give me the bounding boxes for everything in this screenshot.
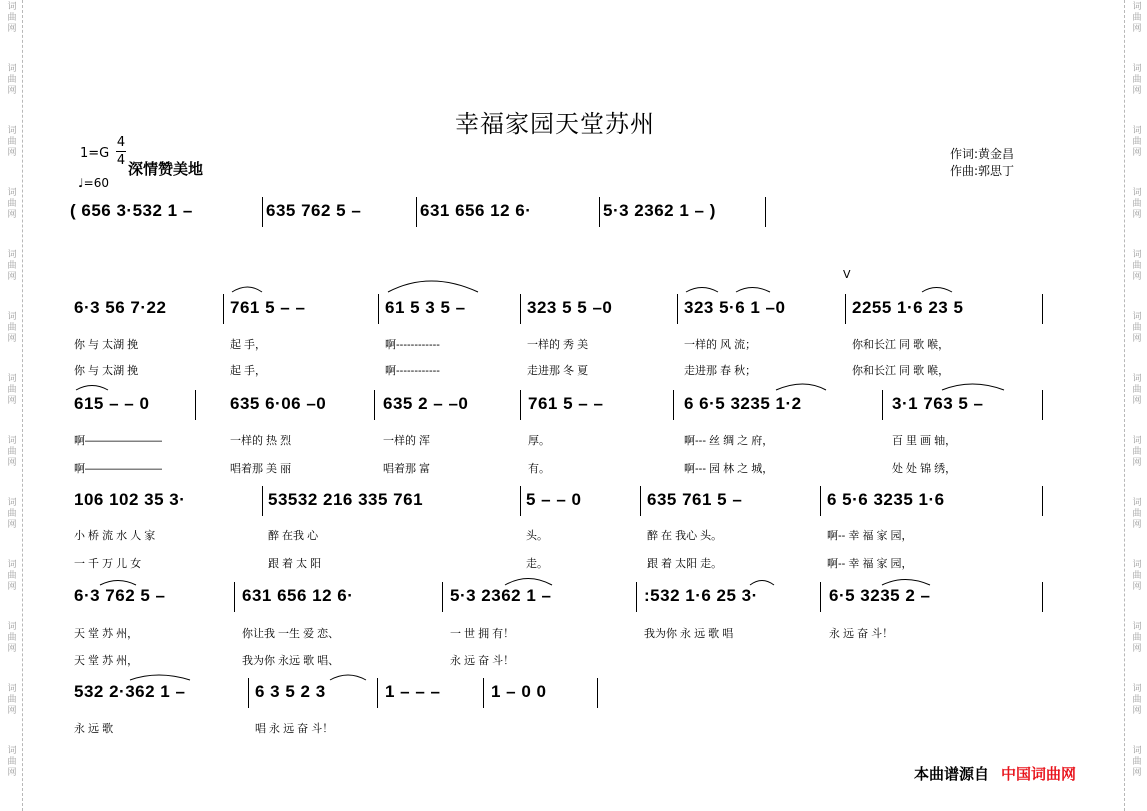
measure-notes: 5 – – 0 xyxy=(526,490,582,509)
lyric-segment: 唱着那 美 丽 xyxy=(230,463,292,475)
watermark-text: 词 曲 网 xyxy=(1132,188,1142,220)
bar-line xyxy=(845,294,846,324)
measure-notes: 6·3 56 7·22 xyxy=(74,298,167,317)
measure-notes: 635 762 5 – xyxy=(266,201,362,220)
watermark-text: 词 曲 网 xyxy=(7,436,17,468)
lyric-segment: 啊--- 园 林 之 城， xyxy=(684,463,774,475)
watermark-text: 词 曲 网 xyxy=(1132,746,1142,778)
bar-line xyxy=(234,582,235,612)
measure-notes: ( 656 3·532 1 – xyxy=(70,201,193,220)
bar-line xyxy=(882,390,883,420)
slur xyxy=(232,287,262,292)
slur xyxy=(922,288,952,293)
lyric-segment: 一 世 拥 有！ xyxy=(450,628,515,640)
lyric-segment: 唱 永 远 奋 斗！ xyxy=(255,723,334,735)
time-numerator: 4 xyxy=(116,135,126,150)
bar-line xyxy=(520,390,521,420)
lyric-segment: 你 与 太湖 挽 xyxy=(74,365,139,377)
bar-line xyxy=(483,678,484,708)
measure-notes: 106 102 35 3· xyxy=(74,490,186,509)
bar-line xyxy=(677,294,678,324)
measure-notes: 5·3 2362 1 – xyxy=(450,586,552,605)
lyric-segment: 啊------------ xyxy=(385,339,440,351)
bar-line xyxy=(416,197,417,227)
lyric-segment: 一样的 浑 xyxy=(383,435,431,447)
lyric-segment: 啊-- 幸 福 家 园， xyxy=(827,530,913,542)
lyric-segment: 走进那 冬 夏 xyxy=(527,365,589,377)
bar-line xyxy=(377,678,378,708)
measure-notes: 6 6·5 3235 1·2 xyxy=(684,394,802,413)
lyric-segment: 唱着那 富 xyxy=(383,463,431,475)
lyric-segment: 一样的 热 烈 xyxy=(230,435,292,447)
bar-line xyxy=(640,486,641,516)
bar-line xyxy=(195,390,196,420)
lyric-segment: 一样的 秀 美 xyxy=(527,339,589,351)
measure-notes: 1 – 0 0 xyxy=(491,682,547,701)
bar-line xyxy=(599,197,600,227)
slur xyxy=(736,288,770,293)
source-label: 本曲谱源自 xyxy=(914,765,990,783)
measure-notes: 761 5 – – xyxy=(528,394,604,413)
bar-line xyxy=(1042,390,1043,420)
lyric-segment: 走进那 春 秋； xyxy=(684,365,757,377)
right-margin-line xyxy=(1124,0,1125,811)
time-signature xyxy=(116,134,126,169)
measure-notes: 2255 1·6 23 5 xyxy=(852,298,964,317)
song-title: 幸福家园天堂苏州 xyxy=(455,110,655,138)
lyric-segment: 小 桥 流 水 人 家 xyxy=(74,530,156,542)
measure-notes: 635 2 – –0 xyxy=(383,394,469,413)
time-denominator: 4 xyxy=(116,153,126,168)
watermark-text: 词 曲 网 xyxy=(7,560,17,592)
lyric-segment: 一样的 风 流； xyxy=(684,339,757,351)
lyric-segment: 啊------------ xyxy=(385,365,440,377)
lyric-segment: 啊--- 丝 绸 之 府， xyxy=(684,435,774,447)
bar-line xyxy=(1042,486,1043,516)
bar-line xyxy=(378,294,379,324)
measure-notes: 3·1 763 5 – xyxy=(892,394,984,413)
bar-line xyxy=(223,294,224,324)
bar-line xyxy=(820,486,821,516)
breath-mark: V xyxy=(843,268,851,281)
lyric-segment: 你和长江 同 歌 喉， xyxy=(852,365,950,377)
measure-notes: 631 656 12 6· xyxy=(420,201,532,220)
slur xyxy=(750,581,774,586)
slur xyxy=(388,281,478,292)
watermark-text: 词 曲 网 xyxy=(1132,250,1142,282)
watermark-text: 词 曲 网 xyxy=(7,2,17,34)
bar-line xyxy=(520,294,521,324)
bar-line xyxy=(262,486,263,516)
measure-notes: 5·3 2362 1 – ) xyxy=(603,201,716,220)
lyric-segment: 跟 着 太 阳 xyxy=(268,558,322,570)
lyric-segment: 你 与 太湖 挽 xyxy=(74,339,139,351)
tempo-mark: ♩=60 xyxy=(78,176,109,190)
measure-notes: 761 5 – – xyxy=(230,298,306,317)
measure-notes: 6·3 762 5 – xyxy=(74,586,166,605)
lyric-segment: 有。 xyxy=(528,463,550,475)
measure-notes: 53532 216 335 761 xyxy=(268,490,424,509)
key-signature: 1=G xyxy=(80,146,110,161)
bar-line xyxy=(765,197,766,227)
watermark-text: 词 曲 网 xyxy=(7,622,17,654)
watermark-text: 词 曲 网 xyxy=(7,746,17,778)
source-credit xyxy=(914,763,1076,784)
watermark-text: 词 曲 网 xyxy=(7,498,17,530)
expression-mark: 深情赞美地 xyxy=(128,160,204,178)
measure-notes: 631 656 12 6· xyxy=(242,586,354,605)
measure-notes: 615 – – 0 xyxy=(74,394,150,413)
measure-notes: :532 1·6 25 3· xyxy=(644,586,758,605)
slur xyxy=(505,579,552,586)
watermark-text: 词 曲 网 xyxy=(7,312,17,344)
watermark-text: 词 曲 网 xyxy=(1132,684,1142,716)
measure-notes: 6·5 3235 2 – xyxy=(829,586,931,605)
lyric-segment: 永 远 奋 斗！ xyxy=(450,655,515,667)
slur xyxy=(686,288,718,293)
watermark-text: 词 曲 网 xyxy=(1132,498,1142,530)
watermark-text: 词 曲 网 xyxy=(1132,622,1142,654)
watermark-text: 词 曲 网 xyxy=(1132,2,1142,34)
watermark-text: 词 曲 网 xyxy=(7,64,17,96)
lyric-segment: 天 堂 苏 州， xyxy=(74,628,139,640)
lyric-segment: 醉 在 我心 头。 xyxy=(647,530,723,542)
bar-line xyxy=(597,678,598,708)
watermark-text: 词 曲 网 xyxy=(1132,312,1142,344)
measure-notes: 635 6·06 –0 xyxy=(230,394,327,413)
lyric-segment: 啊-- 幸 福 家 园， xyxy=(827,558,913,570)
bar-line xyxy=(520,486,521,516)
bar-line xyxy=(374,390,375,420)
watermark-text: 词 曲 网 xyxy=(7,374,17,406)
lyric-segment: 百 里 画 轴， xyxy=(892,435,957,447)
bar-line xyxy=(248,678,249,708)
lyric-segment: 起 手， xyxy=(230,339,267,351)
lyric-segment: 天 堂 苏 州， xyxy=(74,655,139,667)
measure-notes: 1 – – – xyxy=(385,682,441,701)
lyric-segment: 醉 在我 心 xyxy=(268,530,319,542)
bar-line xyxy=(636,582,637,612)
measure-notes: 6 5·6 3235 1·6 xyxy=(827,490,945,509)
credits xyxy=(950,146,1014,180)
lyric-segment: 我为你 永远 歌 唱、 xyxy=(242,655,340,667)
lyric-segment: 处 处 锦 绣， xyxy=(892,463,957,475)
watermark-text: 词 曲 网 xyxy=(1132,436,1142,468)
slur xyxy=(76,386,108,391)
bar-line xyxy=(262,197,263,227)
slur xyxy=(776,384,826,390)
lyricist: 作词:黄金昌 xyxy=(950,147,1015,161)
measure-notes: 323 5 5 –0 xyxy=(527,298,613,317)
lyric-segment: 啊——————— xyxy=(74,435,162,447)
bar-line xyxy=(1042,582,1043,612)
bar-line xyxy=(1042,294,1043,324)
watermark-text: 词 曲 网 xyxy=(7,684,17,716)
composer: 作曲:郭思丁 xyxy=(950,164,1015,178)
bar-line xyxy=(820,582,821,612)
watermark-text: 词 曲 网 xyxy=(7,250,17,282)
slur xyxy=(882,580,930,586)
lyric-segment: 你和长江 同 歌 喉， xyxy=(852,339,950,351)
slur xyxy=(942,384,1004,390)
lyric-segment: 起 手， xyxy=(230,365,267,377)
measure-notes: 61 5 3 5 – xyxy=(385,298,466,317)
lyric-segment: 啊——————— xyxy=(74,463,162,475)
lyric-segment: 头。 xyxy=(526,530,548,542)
watermark-text: 词 曲 网 xyxy=(7,126,17,158)
measure-notes: 6 3 5 2 3 xyxy=(255,682,326,701)
bar-line xyxy=(673,390,674,420)
source-site-link[interactable]: 中国词曲网 xyxy=(1001,765,1077,783)
lyric-segment: 一 千 万 儿 女 xyxy=(74,558,142,570)
watermark-text: 词 曲 网 xyxy=(1132,64,1142,96)
watermark-text: 词 曲 网 xyxy=(1132,560,1142,592)
lyric-segment: 永 远 奋 斗！ xyxy=(829,628,894,640)
lyric-segment: 永 远 歌 xyxy=(74,723,114,735)
watermark-text: 词 曲 网 xyxy=(1132,126,1142,158)
bar-line xyxy=(442,582,443,612)
watermark-text: 词 曲 网 xyxy=(1132,374,1142,406)
slur xyxy=(130,675,190,680)
measure-notes: 635 761 5 – xyxy=(647,490,743,509)
lyric-segment: 我为你 永 远 歌 唱 xyxy=(644,628,734,640)
lyric-segment: 走。 xyxy=(526,558,548,570)
measure-notes: 532 2·362 1 – xyxy=(74,682,186,701)
slur xyxy=(330,675,366,680)
lyric-segment: 跟 着 太阳 走。 xyxy=(647,558,723,570)
watermark-text: 词 曲 网 xyxy=(7,188,17,220)
slur xyxy=(100,581,136,586)
lyric-segment: 厚。 xyxy=(528,435,550,447)
lyric-segment: 你让我 一生 爱 恋、 xyxy=(242,628,340,640)
measure-notes: 323 5·6 1 –0 xyxy=(684,298,786,317)
